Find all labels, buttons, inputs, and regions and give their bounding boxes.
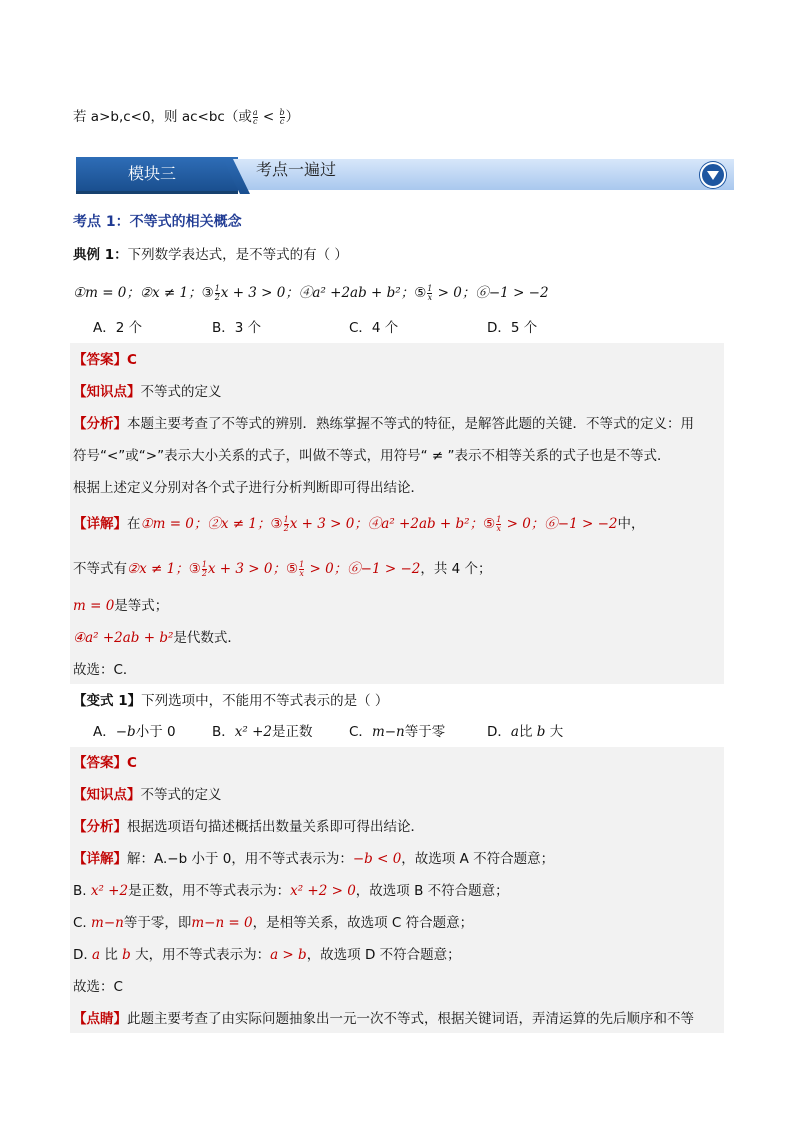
detail-2-e3-post: x + 3 > 0； — [207, 561, 286, 577]
analysis-text-1: 本题主要考查了不等式的辨别．熟练掌握不等式的特征，是解答此题的关键．不等式的定义：用 — [127, 416, 694, 432]
variant-analysis — [73, 817, 424, 837]
frac-half — [215, 285, 220, 302]
frac-num: b — [279, 107, 285, 117]
frac-num: 1 — [427, 283, 433, 293]
detail-label: 【详解】 — [73, 851, 127, 867]
option-letter: C． — [349, 724, 372, 740]
option-math: m−n — [371, 724, 405, 740]
variant-choose: 故选：C — [73, 979, 123, 995]
intro-tail: ） — [285, 109, 300, 125]
detail-text: B. — [73, 883, 91, 899]
option-math: b — [536, 724, 546, 740]
detail-math: a > b — [270, 947, 307, 963]
frac-den: 2 — [283, 523, 289, 533]
comment-label: 【点睛】 — [73, 1011, 127, 1027]
variant-knowledge-point — [73, 785, 222, 805]
answer-label: 【答案】 — [73, 755, 127, 771]
detail-text: ，故选项 A 不符合题意； — [401, 851, 555, 867]
frac-den: c — [253, 116, 258, 126]
example-detail-1 — [73, 514, 644, 534]
option-a: A．2 个 — [93, 320, 143, 336]
frac-den: 2 — [201, 568, 207, 578]
expr-3-pre: ③ — [201, 285, 214, 301]
variant-detail-3 — [73, 913, 473, 933]
expr-4: ④a² +2ab + b²； — [298, 285, 415, 301]
option-math: x² +2 — [234, 724, 272, 740]
expr-5-post: > 0； — [433, 285, 476, 301]
detail-math: x² +2 > 0 — [290, 883, 356, 899]
detail-expr-2: ②x ≠ 1； — [207, 516, 271, 532]
option-letter: D． — [487, 724, 511, 740]
detail-math: −b < 0 — [352, 851, 402, 867]
point-title: 考点 1：不等式的相关概念 — [73, 214, 242, 230]
detail-1-post: 中， — [617, 516, 645, 532]
option-letter: A． — [93, 724, 116, 740]
frac-1-over-x — [496, 516, 501, 533]
detail-label: 【详解】 — [73, 516, 127, 532]
answer-label: 【答案】 — [73, 352, 127, 368]
example-detail-4 — [73, 628, 241, 648]
example-label: 典例 1： — [73, 247, 128, 263]
detail-3-math: m = 0 — [73, 598, 115, 614]
option-math: a — [510, 724, 519, 740]
detail-expr-5-post: > 0； — [502, 516, 545, 532]
kp-label: 【知识点】 — [73, 787, 141, 803]
detail-text: 是正数，用不等式表示为： — [128, 883, 291, 899]
frac-den: x — [427, 292, 433, 302]
detail-2-e6: ⑥−1 > −2 — [347, 561, 421, 577]
detail-expr-3-post: x + 3 > 0； — [289, 516, 368, 532]
banner-title: 考点一遍过 — [256, 160, 337, 179]
detail-math: a — [91, 947, 101, 963]
example-analysis-2: 符号“<”或“>”表示大小关系的式子，叫做不等式，用符号“ ≠ ”表示不相等关系的式子也是不等式． — [73, 448, 671, 464]
frac-num: 1 — [201, 559, 207, 569]
expr-5-pre: ⑤ — [414, 285, 427, 301]
variant-option-b — [212, 722, 312, 742]
variant-option-c — [349, 722, 445, 742]
option-text: 大 — [545, 724, 564, 740]
frac-num: a — [252, 107, 258, 117]
detail-text: C. — [73, 915, 92, 931]
option-b: B．3 个 — [212, 320, 262, 336]
detail-expr-1: ①m = 0； — [140, 516, 208, 532]
detail-2-pre: 不等式有 — [73, 561, 127, 577]
example-detail-2 — [73, 559, 492, 579]
intro-line — [73, 107, 299, 127]
frac-1-over-x — [427, 285, 432, 302]
variant-comment — [73, 1009, 694, 1029]
example-expressions — [73, 283, 549, 303]
example-question — [73, 245, 348, 265]
frac-num: 1 — [214, 283, 220, 293]
variant-option-d — [487, 722, 563, 742]
frac-den: 2 — [214, 292, 220, 302]
example-question-text: 下列数学表达式，是不等式的有（ ） — [127, 247, 348, 263]
expr-1: ①m = 0； — [73, 285, 140, 301]
detail-text: 比 — [100, 947, 123, 963]
variant-answer — [73, 753, 137, 773]
analysis-text: 根据选项语句描述概括出数量关系即可得出结论． — [127, 819, 424, 835]
comment-text: 此题主要考查了由实际问题抽象出一元一次不等式，根据关键词语，弄清运算的先后顺序和不等 — [127, 1011, 694, 1027]
expr-2: ②x ≠ 1； — [139, 285, 202, 301]
option-text: 等于零 — [404, 724, 446, 740]
intro-frac-b-c — [280, 109, 285, 126]
option-text: 比 — [518, 724, 537, 740]
detail-math: x² +2 — [90, 883, 129, 899]
analysis-label: 【分析】 — [73, 819, 127, 835]
example-knowledge-point — [73, 382, 222, 402]
example-answer — [73, 350, 137, 370]
variant-label: 【变式 1】 — [73, 693, 142, 709]
kp-label: 【知识点】 — [73, 384, 141, 400]
detail-text: 等于零，即 — [123, 915, 192, 931]
variant-detail-2 — [73, 881, 509, 901]
detail-text: ，故选项 D 不符合题意； — [306, 947, 461, 963]
example-analysis-1 — [73, 414, 694, 434]
frac-half — [284, 516, 289, 533]
option-text: 小于 0 — [135, 724, 176, 740]
kp-text: 不等式的定义 — [140, 787, 222, 803]
example-detail-3 — [73, 596, 168, 616]
intro-frac-a-c — [253, 109, 258, 126]
banner-module-label: 模块三 — [127, 164, 176, 183]
detail-text: ，故选项 B 不符合题意； — [355, 883, 509, 899]
frac-half — [202, 561, 207, 578]
frac-den: x — [496, 523, 501, 533]
answer-value: C — [127, 352, 137, 368]
detail-text: D. — [73, 947, 92, 963]
detail-2-e5-pre: ⑤ — [286, 561, 299, 577]
chevron-down-icon[interactable] — [700, 162, 726, 188]
detail-math: m−n — [91, 915, 124, 931]
variant-detail-1 — [73, 849, 554, 869]
frac-num: 1 — [283, 514, 289, 524]
variant-question — [73, 691, 388, 711]
detail-expr-3-pre: ③ — [270, 516, 283, 532]
frac-den: c — [279, 116, 285, 126]
option-letter: B． — [212, 724, 235, 740]
example-choose: 故选：C． — [73, 662, 137, 678]
detail-3-text: 是等式； — [114, 598, 169, 614]
detail-2-post: ，共 4 个； — [420, 561, 492, 577]
detail-expr-4: ④a² +2ab + b²； — [367, 516, 484, 532]
variant-question-text: 下列选项中，不能用不等式表示的是（ ） — [141, 693, 389, 709]
detail-expr-6: ⑥−1 > −2 — [544, 516, 618, 532]
detail-2-e2: ②x ≠ 1； — [127, 561, 189, 577]
example-analysis-3: 根据上述定义分别对各个式子进行分析判断即可得出结论． — [73, 480, 424, 496]
option-d: D．5 个 — [487, 320, 538, 336]
intro-lead: 若 a>b,c<0，则 ac<bc（或 — [73, 109, 252, 125]
detail-2-e5-post: > 0； — [305, 561, 348, 577]
frac-num: 1 — [299, 559, 305, 569]
detail-text: ，是相等关系，故选项 C 符合题意； — [252, 915, 474, 931]
detail-math: b — [122, 947, 131, 963]
option-text: 是正数 — [271, 724, 313, 740]
detail-1-pre: 在 — [127, 516, 141, 532]
frac-1-over-x — [299, 561, 304, 578]
detail-math: m−n = 0 — [191, 915, 253, 931]
expr-3-post: x + 3 > 0； — [220, 285, 299, 301]
module-banner — [76, 157, 734, 193]
detail-text: 解：A.−b 小于 0，用不等式表示为： — [127, 851, 353, 867]
analysis-label: 【分析】 — [73, 416, 127, 432]
answer-value: C — [127, 755, 137, 771]
option-c: C．4 个 — [349, 320, 399, 336]
variant-detail-4 — [73, 945, 461, 965]
detail-text: 大，用不等式表示为： — [130, 947, 271, 963]
kp-text: 不等式的定义 — [140, 384, 222, 400]
detail-expr-5-pre: ⑤ — [483, 516, 496, 532]
detail-2-e3-pre: ③ — [188, 561, 201, 577]
detail-4-math: ④a² +2ab + b² — [73, 630, 174, 646]
option-math: −b — [115, 724, 136, 740]
frac-den: x — [299, 568, 304, 578]
frac-num: 1 — [496, 514, 502, 524]
variant-option-a — [93, 722, 176, 742]
intro-lt: < — [258, 109, 279, 125]
expr-6: ⑥−1 > −2 — [475, 285, 549, 301]
detail-4-text: 是代数式． — [173, 630, 241, 646]
